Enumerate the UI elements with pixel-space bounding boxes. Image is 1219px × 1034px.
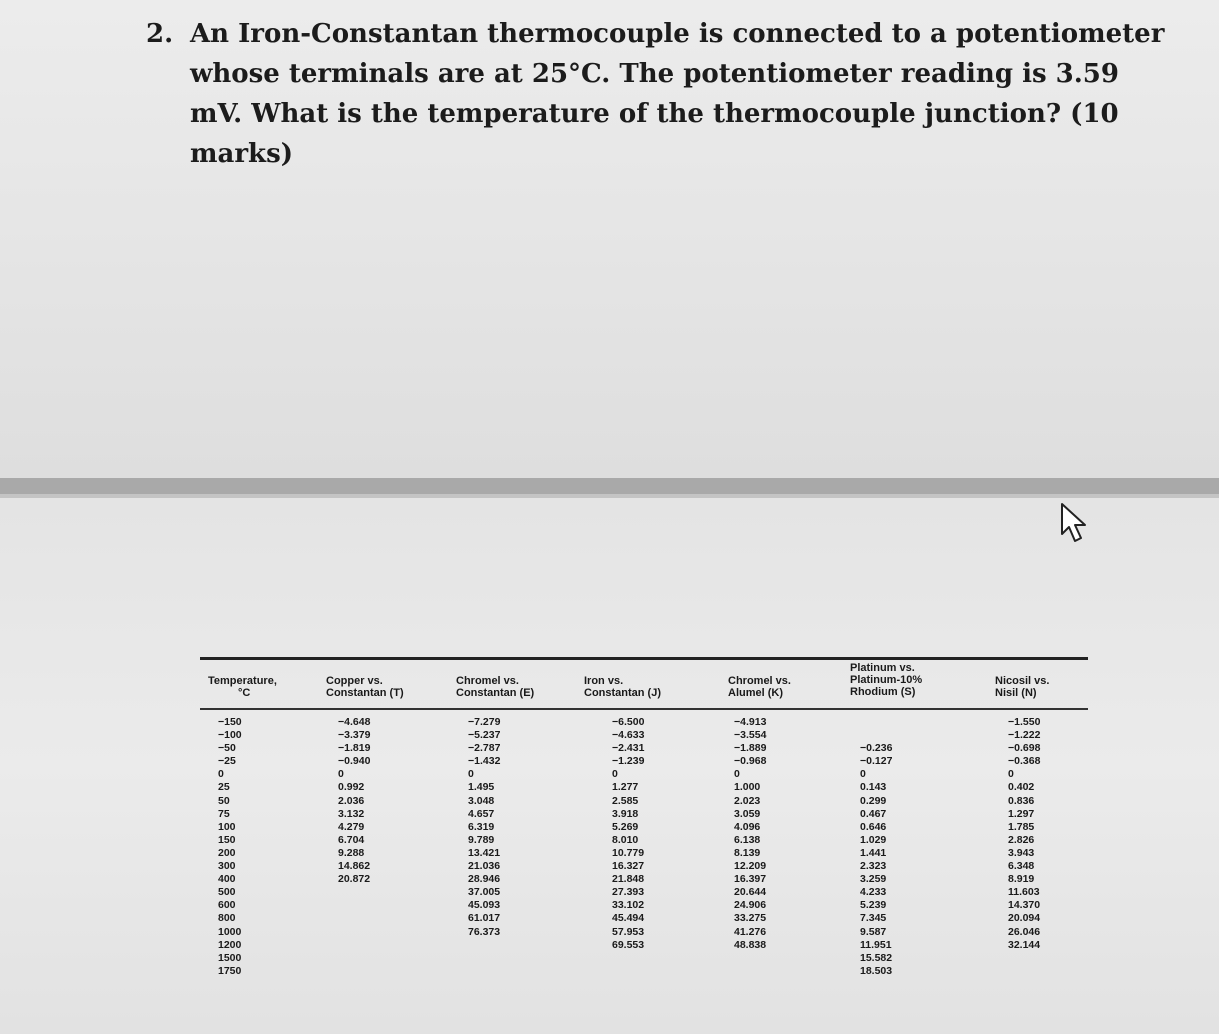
table-cell: 75 xyxy=(218,807,230,820)
table-cell: 8.010 xyxy=(612,833,639,846)
table-cell: −2.787 xyxy=(468,742,501,755)
table-top-rule xyxy=(200,657,1088,660)
table-cell: 1200 xyxy=(218,938,242,951)
table-cell xyxy=(338,886,408,899)
table-cell: 15.582 xyxy=(860,951,893,964)
table-cell: 16.397 xyxy=(734,873,767,886)
table-cell: −3.554 xyxy=(734,729,767,742)
table-cell: 2.826 xyxy=(1008,833,1035,846)
table-cell: 9.789 xyxy=(468,833,495,846)
table-cell: −0.368 xyxy=(1008,755,1041,768)
table-cell: 4.657 xyxy=(468,807,495,820)
table-cell: 1000 xyxy=(218,925,242,938)
table-cell xyxy=(860,729,930,742)
table-cell: 1.297 xyxy=(1008,807,1035,820)
header-platinum-rhodium: Platinum vs. Platinum-10% Rhodium (S) xyxy=(850,662,923,698)
table-cell: 0 xyxy=(468,768,474,781)
table-cell: −1.222 xyxy=(1008,729,1041,742)
table-cell: 14.862 xyxy=(338,860,371,873)
header-nicosil-nisil: Nicosil vs. Nisil (N) xyxy=(995,675,1050,699)
column-type-e xyxy=(468,716,538,978)
table-cell: 11.603 xyxy=(1008,886,1040,899)
table-cell: 0 xyxy=(612,768,618,781)
table-cell: 8.139 xyxy=(734,846,761,859)
table-cell: 7.345 xyxy=(860,912,887,925)
table-cell: 4.279 xyxy=(338,820,365,833)
question-pane xyxy=(0,0,1219,478)
table-cell: −4.648 xyxy=(338,716,371,728)
table-cell: 3.259 xyxy=(860,873,887,886)
table-cell xyxy=(338,939,408,952)
column-type-j xyxy=(612,716,682,978)
table-cell: 4.233 xyxy=(860,886,887,899)
header-copper-constantan: Copper vs. Constantan (T) xyxy=(326,675,404,699)
table-cell: 0.402 xyxy=(1008,781,1035,794)
table-cell: −100 xyxy=(218,729,242,742)
column-temperature xyxy=(218,716,278,978)
table-cell: 14.370 xyxy=(1008,899,1041,912)
table-cell: −50 xyxy=(218,742,236,755)
table-cell xyxy=(1008,965,1078,978)
table-cell: 37.005 xyxy=(468,886,501,899)
table-cell: 800 xyxy=(218,912,236,925)
table-cell: 150 xyxy=(218,833,236,846)
table-cell: 6.348 xyxy=(1008,860,1035,873)
table-cell: −1.239 xyxy=(612,755,645,768)
table-cell xyxy=(468,965,538,978)
table-cell: 4.096 xyxy=(734,820,761,833)
table-cell: 2.023 xyxy=(734,794,761,807)
column-type-k xyxy=(734,716,804,978)
table-cell: 8.919 xyxy=(1008,873,1035,886)
table-cell: 3.048 xyxy=(468,794,495,807)
table-cell: 0 xyxy=(338,768,344,781)
column-type-n xyxy=(1008,716,1078,978)
table-cell: 0.646 xyxy=(860,820,887,833)
table-cell: 69.553 xyxy=(612,938,645,951)
table-cell: −1.432 xyxy=(468,755,501,768)
table-cell xyxy=(734,965,804,978)
header-iron-constantan: Iron vs. Constantan (J) xyxy=(584,675,661,699)
table-cell: 50 xyxy=(218,794,230,807)
header-temperature: Temperature, °C xyxy=(208,675,277,699)
header-chromel-alumel: Chromel vs. Alumel (K) xyxy=(728,675,791,699)
table-cell: 27.393 xyxy=(612,886,645,899)
table-cell: −3.379 xyxy=(338,729,371,742)
table-cell: 20.872 xyxy=(338,873,371,886)
table-cell: 41.276 xyxy=(734,925,767,938)
table-cell: 18.503 xyxy=(860,964,893,977)
table-cell: −1.819 xyxy=(338,742,371,755)
column-type-t xyxy=(338,716,408,978)
table-cell xyxy=(612,952,682,965)
table-cell: 32.144 xyxy=(1008,938,1041,951)
table-cell: 3.059 xyxy=(734,807,761,820)
table-cell: 1.000 xyxy=(734,781,761,794)
table-cell: 20.094 xyxy=(1008,912,1041,925)
table-cell: −4.633 xyxy=(612,729,645,742)
table-cell: 11.951 xyxy=(860,938,892,951)
table-cell: 9.288 xyxy=(338,846,365,859)
table-cell xyxy=(1008,952,1078,965)
table-cell: 5.239 xyxy=(860,899,887,912)
table-cell xyxy=(468,952,538,965)
table-cell xyxy=(338,952,408,965)
table-cell: −0.127 xyxy=(860,755,893,768)
table-cell: 21.848 xyxy=(612,873,645,886)
table-cell: 21.036 xyxy=(468,860,501,873)
table-cell: −0.236 xyxy=(860,742,893,755)
table-cell: 3.918 xyxy=(612,807,639,820)
table-cell: 300 xyxy=(218,860,236,873)
question-number: 2. xyxy=(146,19,174,49)
table-cell: 0 xyxy=(734,768,740,781)
table-cell: −1.550 xyxy=(1008,716,1041,728)
table-cell: 0 xyxy=(860,768,866,781)
table-cell: 0.299 xyxy=(860,794,887,807)
table-cell: 45.093 xyxy=(468,899,501,912)
table-cell: 76.373 xyxy=(468,925,501,938)
table-cell: 500 xyxy=(218,886,236,899)
table-cell: −0.940 xyxy=(338,755,371,768)
table-cell: 1.441 xyxy=(860,846,887,859)
table-cell: 0.467 xyxy=(860,807,887,820)
table-cell: 6.138 xyxy=(734,833,761,846)
table-cell: 16.327 xyxy=(612,860,645,873)
table-cell xyxy=(338,899,408,912)
table-cell: 25 xyxy=(218,781,230,794)
table-cell: −2.431 xyxy=(612,742,645,755)
table-cell: 26.046 xyxy=(1008,925,1041,938)
table-cell: 2.036 xyxy=(338,794,365,807)
table-cell: 1.785 xyxy=(1008,820,1035,833)
question-text: An Iron-Constantan thermocouple is connected to a potentiometer whose terminals are at 25°C. The potentiometer reading is 3.59 mV. What is the temperature of the thermocouple junction? (10 marks) xyxy=(190,19,1165,169)
table-cell: 2.585 xyxy=(612,794,639,807)
table-cell: 6.319 xyxy=(468,820,495,833)
table-cell xyxy=(612,965,682,978)
table-cell: 6.704 xyxy=(338,833,365,846)
table-cell: −150 xyxy=(218,716,242,728)
table-cell xyxy=(860,716,930,729)
table-cell: −0.968 xyxy=(734,755,767,768)
table-cell: 0.143 xyxy=(860,781,887,794)
table-cell: 3.943 xyxy=(1008,846,1035,859)
table-cell xyxy=(468,939,538,952)
table-cell: 0.992 xyxy=(338,781,365,794)
table-cell: 1.029 xyxy=(860,833,887,846)
table-cell: 200 xyxy=(218,846,236,859)
pane-divider[interactable] xyxy=(0,478,1219,494)
table-cell: 9.587 xyxy=(860,925,887,938)
header-chromel-constantan: Chromel vs. Constantan (E) xyxy=(456,675,535,699)
table-cell: 1.495 xyxy=(468,781,495,794)
table-cell xyxy=(734,952,804,965)
table-header-rule xyxy=(200,708,1088,710)
table-cell: 10.779 xyxy=(612,846,645,859)
table-cell: 61.017 xyxy=(468,912,501,925)
table-cell: 1.277 xyxy=(612,781,639,794)
table-cell: −0.698 xyxy=(1008,742,1041,755)
table-cell: 33.102 xyxy=(612,899,645,912)
table-cell: 5.269 xyxy=(612,820,639,833)
table-cell: 1500 xyxy=(218,951,242,964)
mouse-pointer-icon xyxy=(1058,502,1092,544)
table-cell: 48.838 xyxy=(734,938,767,951)
table-cell: 0.836 xyxy=(1008,794,1035,807)
table-cell: 13.421 xyxy=(468,846,501,859)
table-cell: 1750 xyxy=(218,964,242,977)
table-cell: −4.913 xyxy=(734,716,767,728)
table-cell: −7.279 xyxy=(468,716,501,728)
table-cell: −5.237 xyxy=(468,729,501,742)
table-cell: 12.209 xyxy=(734,860,767,873)
table-cell: 400 xyxy=(218,873,236,886)
table-cell: 28.946 xyxy=(468,873,501,886)
table-cell: 45.494 xyxy=(612,912,645,925)
table-cell: 100 xyxy=(218,820,236,833)
table-cell: −1.889 xyxy=(734,742,767,755)
table-cell: 600 xyxy=(218,899,236,912)
table-cell: 24.906 xyxy=(734,899,767,912)
column-type-s xyxy=(860,716,930,978)
table-cell xyxy=(338,926,408,939)
table-cell: 33.275 xyxy=(734,912,767,925)
table-cell: 0 xyxy=(1008,768,1014,781)
table-cell xyxy=(338,965,408,978)
table-cell: 57.953 xyxy=(612,925,645,938)
table-cell xyxy=(338,912,408,925)
table-cell: −25 xyxy=(218,755,236,768)
table-cell: 20.644 xyxy=(734,886,767,899)
table-cell: 3.132 xyxy=(338,807,365,820)
table-cell: 0 xyxy=(218,768,224,781)
table-cell: −6.500 xyxy=(612,716,645,728)
table-cell: 2.323 xyxy=(860,860,887,873)
